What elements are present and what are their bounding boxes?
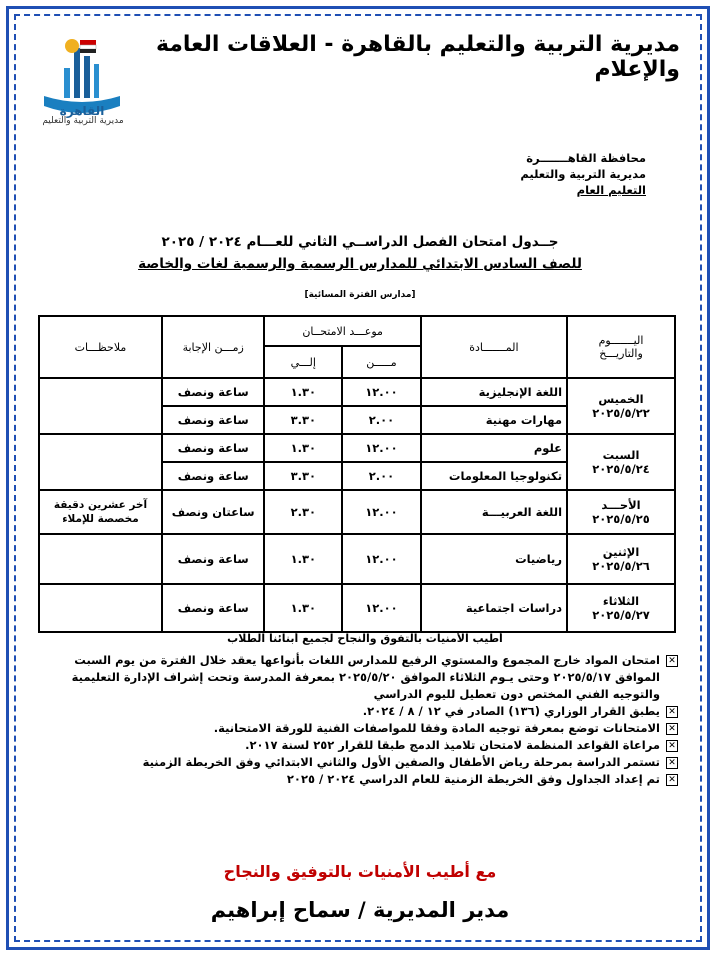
- note-cell: [39, 534, 162, 584]
- table-row: [39, 534, 675, 584]
- to-cell: ١.٣٠: [264, 534, 342, 584]
- list-item: [58, 771, 678, 788]
- note-cell: [39, 434, 162, 490]
- to-cell: ١.٣٠: [264, 378, 342, 406]
- page-header-title: مديرية التربية والتعليم بالقاهرة - العلاقات العامة والإعلام: [155, 32, 680, 82]
- note-text: الامتحانات توضع بمعرفة توجيه المادة وفقا للمواصفات الفنية للورقة الامتحانية.: [213, 721, 660, 735]
- to-cell: ٢.٣٠: [264, 490, 342, 534]
- table-row: [39, 490, 675, 534]
- checkbox-icon: ✕: [666, 757, 678, 769]
- subject-cell: اللغة العربيـــة: [421, 490, 567, 534]
- notes-list: [58, 652, 678, 788]
- checkbox-icon: ✕: [666, 723, 678, 735]
- duration-cell: ساعة ونصف: [162, 584, 265, 632]
- header-from: مـــــن: [342, 346, 421, 378]
- from-cell: ١٢.٠٠: [342, 378, 421, 406]
- note-cell: آخر عشرين دقيقة مخصصة للإملاء: [39, 490, 162, 534]
- from-cell: ١٢.٠٠: [342, 534, 421, 584]
- note-text: امتحان المواد خارج المجموع والمستوي الرفيع للمدارس اللغات بأنواعها يعقد خلال الفترة من يوم السبت الموافق ٢٠٢٥/٥/١٧ وحتى يـوم الثلاثاء الموافق ٢٠٢٥/٥/٢٠ بمعرفة المدرسة وتحت إشراف الإدارة التعليمية والتوجيه الفني المختص دون تعطيل لليوم الدراسي: [71, 653, 660, 701]
- table-row: [39, 584, 675, 632]
- from-cell: ١٢.٠٠: [342, 584, 421, 632]
- schedule-subtitle: للصف السادس الابتدائي للمدارس الرسمية والرسمية لغات والخاصة: [138, 256, 582, 272]
- from-cell: ١٢.٠٠: [342, 434, 421, 462]
- day-name: السبت: [602, 448, 640, 462]
- header-to: إلـــي: [264, 346, 342, 378]
- to-cell: ١.٣٠: [264, 434, 342, 462]
- schedule-title: جــدول امتحان الفصل الدراســي الثاني للعـــام ٢٠٢٤ / ٢٠٢٥: [161, 234, 559, 250]
- note-text: تستمر الدراسة بمرحلة رياض الأطفال والصفين الأول والثاني الابتدائي وفق الخريطة الزمنية: [142, 755, 660, 769]
- checkbox-icon: ✕: [666, 655, 678, 667]
- checkbox-icon: ✕: [666, 774, 678, 786]
- director-signature: مدير المديرية / سماح إبراهيم: [210, 898, 510, 922]
- day-name: الأحـــد: [601, 498, 641, 512]
- schedule-period-note: [مدارس الفترة المسائية]: [304, 290, 416, 300]
- header-subject: المـــــــادة: [421, 316, 567, 378]
- header-date: والتاريـــخ: [599, 347, 643, 360]
- note-cell: [39, 584, 162, 632]
- day-date: ٢٠٢٥/٥/٢٥: [592, 512, 650, 526]
- day-date: ٢٠٢٥/٥/٢٦: [592, 559, 650, 573]
- day-date-cell: [567, 490, 675, 534]
- day-date-cell: [567, 378, 675, 434]
- day-name: الثلاثاء: [602, 594, 640, 608]
- from-cell: ٢.٠٠: [342, 462, 421, 490]
- header-duration: زمـــن الإجابة: [162, 316, 265, 378]
- org-line-general-education: التعليم العام: [576, 183, 646, 197]
- duration-cell: ساعة ونصف: [162, 406, 265, 434]
- header-day-date: [567, 316, 675, 378]
- list-item: [58, 720, 678, 737]
- directorate-logo: [34, 34, 130, 126]
- day-name: الإثنين: [602, 545, 640, 559]
- org-line-directorate: مديرية التربية والتعليم: [520, 167, 646, 181]
- day-date: ٢٠٢٥/٥/٢٤: [592, 462, 650, 476]
- table-row: [39, 434, 675, 462]
- subject-cell: دراسات اجتماعية: [421, 584, 567, 632]
- day-date-cell: [567, 434, 675, 490]
- exam-schedule-table: [38, 315, 676, 633]
- day-date: ٢٠٢٥/٥/٢٢: [592, 406, 650, 420]
- duration-cell: ساعة ونصف: [162, 434, 265, 462]
- header-notes: ملاحظـــات: [39, 316, 162, 378]
- checkbox-icon: ✕: [666, 740, 678, 752]
- note-cell: [39, 378, 162, 434]
- duration-cell: ساعة ونصف: [162, 534, 265, 584]
- subject-cell: تكنولوجيا المعلومات: [421, 462, 567, 490]
- list-item: [58, 652, 678, 703]
- org-line-governorate: محافظة القاهـــــــرة: [526, 151, 646, 165]
- subject-cell: اللغة الإنجليزية: [421, 378, 567, 406]
- day-name: الخميس: [598, 392, 644, 406]
- day-date: ٢٠٢٥/٥/٢٧: [592, 608, 650, 622]
- header-exam-time: موعـــد الامتحــان: [264, 316, 420, 346]
- note-text: تم إعداد الجداول وفق الخريطة الزمنية للعام الدراسي ٢٠٢٤ / ٢٠٢٥: [286, 772, 660, 786]
- list-item: [58, 737, 678, 754]
- subject-cell: مهارات مهنية: [421, 406, 567, 434]
- closing-wishes: مع أطيب الأمنيات بالتوفيق والنجاح: [223, 862, 497, 881]
- table-row: [39, 378, 675, 406]
- subject-cell: علوم: [421, 434, 567, 462]
- day-date-cell: [567, 534, 675, 584]
- to-cell: ١.٣٠: [264, 584, 342, 632]
- to-cell: ٣.٣٠: [264, 406, 342, 434]
- from-cell: ٢.٠٠: [342, 406, 421, 434]
- wishes-heading: أطيب الأمنيات بالتفوق والنجاح لجميع أبنائنا الطلاب: [227, 632, 503, 645]
- note-text: يطبق القرار الوزاري (١٣٦) الصادر في ١٢ / ٨ / ٢٠٢٤.: [362, 704, 660, 718]
- duration-cell: ساعتان ونصف: [162, 490, 265, 534]
- day-date-cell: [567, 584, 675, 632]
- header-day: اليـــــــوم: [598, 334, 644, 347]
- subject-cell: رياضيات: [421, 534, 567, 584]
- from-cell: ١٢.٠٠: [342, 490, 421, 534]
- logo-text: القاهرة: [59, 104, 105, 118]
- list-item: [58, 703, 678, 720]
- logo-subtext: مديرية التربية والتعليم: [42, 116, 124, 126]
- note-text: مراعاة القواعد المنظمة لامتحان تلاميذ الدمج طبقا للقرار ٢٥٢ لسنة ٢٠١٧.: [245, 738, 660, 752]
- duration-cell: ساعة ونصف: [162, 462, 265, 490]
- duration-cell: ساعة ونصف: [162, 378, 265, 406]
- to-cell: ٣.٣٠: [264, 462, 342, 490]
- list-item: [58, 754, 678, 771]
- org-block: [520, 150, 646, 198]
- checkbox-icon: ✕: [666, 706, 678, 718]
